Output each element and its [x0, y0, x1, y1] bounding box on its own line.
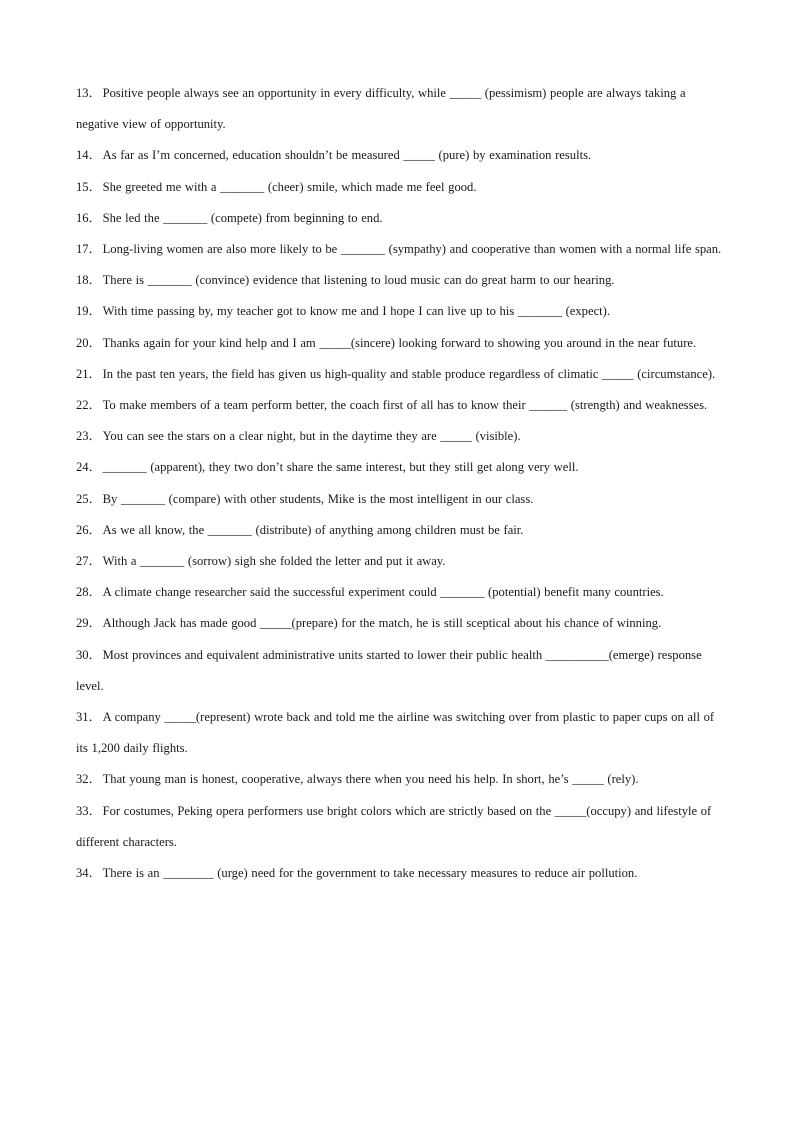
question-text: She greeted me with a _______ (cheer) smile, which made me feel good. — [102, 179, 477, 194]
question-number: 13 — [76, 86, 89, 100]
question-dot: ． — [88, 335, 102, 350]
question-dot: ． — [88, 803, 102, 818]
question-dot: ． — [88, 616, 102, 631]
question-number: 34 — [76, 866, 89, 881]
question-text: By _______ (compare) with other students, Mike is the most intelligent in our class. — [102, 491, 534, 506]
question-dot: ． — [88, 148, 102, 163]
question-text: There is _______ (convince) evidence that listening to loud music can do great harm to our hearing. — [102, 273, 615, 288]
question-21 — [76, 359, 722, 390]
question-dot: ． — [88, 491, 102, 506]
question-dot: ． — [88, 772, 102, 787]
question-number: 25 — [76, 491, 89, 506]
question-27 — [76, 546, 722, 577]
question-number: 32 — [76, 772, 89, 787]
question-29 — [76, 608, 722, 639]
question-dot: ． — [88, 366, 102, 381]
question-number: 19 — [76, 304, 89, 319]
question-25 — [76, 484, 722, 515]
question-32 — [76, 764, 722, 795]
question-dot: ． — [88, 710, 102, 725]
question-dot: ． — [88, 429, 102, 444]
question-16 — [76, 203, 722, 234]
question-dot: ． — [88, 585, 102, 600]
question-33 — [76, 796, 722, 858]
question-text: As far as I’m concerned, education shouldn’t be measured _____ (pure) by examination results. — [102, 148, 592, 163]
question-text: There is an ________ (urge) need for the government to take necessary measures to reduce air pollution. — [102, 866, 638, 881]
question-text: You can see the stars on a clear night, but in the daytime they are _____ (visible). — [102, 429, 521, 444]
question-dot: ． — [88, 522, 102, 537]
question-number: 21 — [76, 366, 89, 381]
question-number: 24 — [76, 460, 89, 475]
question-number: 29 — [76, 616, 89, 631]
question-text: She led the _______ (compete) from beginning to end. — [102, 210, 383, 225]
question-34 — [76, 858, 722, 889]
question-number: 15 — [76, 179, 89, 194]
question-text: That young man is honest, cooperative, always there when you need his help. In short, he’s _____ (rely). — [102, 772, 639, 787]
question-31 — [76, 702, 722, 764]
question-number: 17 — [76, 242, 89, 257]
question-dot: ． — [88, 554, 102, 569]
question-number: 31 — [76, 710, 89, 725]
question-text: A company _____(represent) wrote back and told me the airline was switching over from plastic to paper cups on all of its 1,200 daily flights. — [76, 710, 715, 756]
worksheet — [76, 78, 722, 889]
question-text: Positive people always see an opportunity in every difficulty, while _____ (pessimism) people are always taking a negative view of opportunity. — [76, 86, 686, 132]
question-number: 16 — [76, 210, 89, 225]
question-number: 23 — [76, 429, 89, 444]
question-text: _______ (apparent), they two don’t share the same interest, but they still get along very well. — [102, 460, 579, 475]
question-17 — [76, 234, 722, 265]
question-23 — [76, 421, 722, 452]
question-22 — [76, 390, 722, 421]
question-text: To make members of a team perform better, the coach first of all has to know their ______ (strength) and weaknesses. — [102, 398, 708, 413]
question-13 — [76, 78, 722, 140]
question-dot: ． — [88, 242, 102, 257]
question-26 — [76, 515, 722, 546]
question-28 — [76, 577, 722, 608]
question-number: 26 — [76, 522, 89, 537]
question-number: 22 — [76, 398, 89, 413]
question-dot: ． — [88, 304, 102, 319]
question-number: 27 — [76, 554, 89, 569]
question-dot: ． — [88, 460, 102, 475]
question-number: 28 — [76, 585, 89, 600]
question-20 — [76, 328, 722, 359]
question-text: As we all know, the _______ (distribute) of anything among children must be fair. — [102, 522, 524, 537]
question-text: A climate change researcher said the successful experiment could _______ (potential) benefit many countries. — [102, 585, 664, 600]
question-dot: ． — [88, 398, 102, 413]
question-text: Most provinces and equivalent administrative units started to lower their public health __________(emerge) response level. — [76, 647, 702, 693]
question-number: 18 — [76, 273, 89, 288]
question-text: Thanks again for your kind help and I am _____(sincere) looking forward to showing you around in the near future. — [102, 335, 697, 350]
question-dot: ． — [88, 86, 102, 100]
question-15 — [76, 172, 722, 203]
question-text: With time passing by, my teacher got to know me and I hope I can live up to his _______ (expect). — [102, 304, 611, 319]
question-text: In the past ten years, the field has given us high-quality and stable produce regardless of climatic _____ (circumstance). — [102, 366, 716, 381]
question-number: 20 — [76, 335, 89, 350]
question-text: For costumes, Peking opera performers use bright colors which are strictly based on the _____(occupy) and lifestyle of different characters. — [76, 803, 712, 849]
question-14 — [76, 140, 722, 171]
question-text: Although Jack has made good _____(prepare) for the match, he is still sceptical about his chance of winning. — [102, 616, 662, 631]
question-number: 14 — [76, 148, 89, 163]
question-text: Long-living women are also more likely to be _______ (sympathy) and cooperative than women with a normal life span. — [102, 242, 722, 257]
question-number: 33 — [76, 803, 89, 818]
question-dot: ． — [88, 273, 102, 288]
question-24 — [76, 452, 722, 483]
question-dot: ． — [88, 179, 102, 194]
question-18 — [76, 265, 722, 296]
question-dot: ． — [88, 866, 102, 881]
question-number: 30 — [76, 647, 89, 662]
question-dot: ． — [88, 210, 102, 225]
question-dot: ． — [88, 647, 102, 662]
question-text: With a _______ (sorrow) sigh she folded the letter and put it away. — [102, 554, 446, 569]
question-30 — [76, 640, 722, 702]
question-19 — [76, 296, 722, 327]
